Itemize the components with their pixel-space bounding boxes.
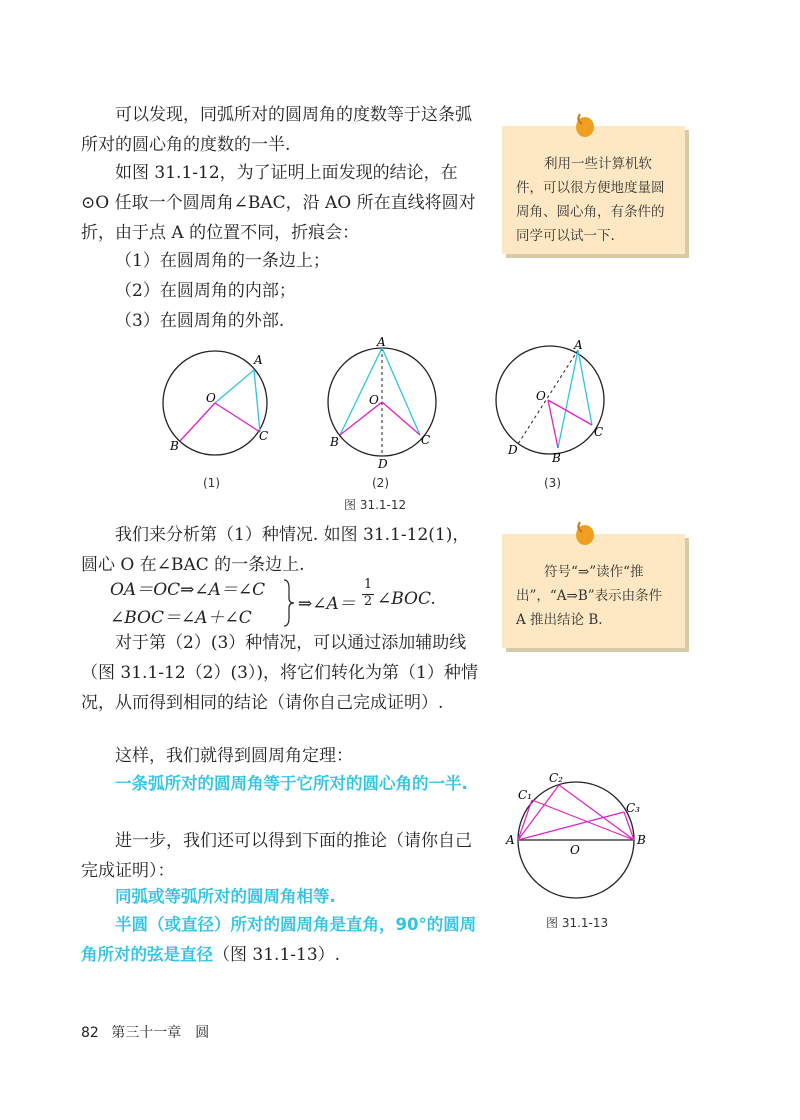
theorem-text: 一条弧所对的圆周角等于它所对的圆心角的一半. bbox=[115, 774, 468, 793]
math-result-post: ∠BOC. bbox=[377, 589, 436, 609]
corollary-2-tail: （图 31.1-13）. bbox=[213, 945, 341, 965]
label-o: O bbox=[536, 389, 546, 403]
subcaption-3: (3) bbox=[544, 476, 561, 490]
label-c: C bbox=[259, 429, 269, 443]
label-o: O bbox=[206, 391, 216, 405]
para-discovery: 可以发现，同弧所对的圆周角的度数等于这条弧所对的圆心角的度数的一半. bbox=[81, 105, 472, 155]
math-line-1: OA＝OC⇒∠A＝∠C bbox=[110, 580, 266, 600]
note-text: 利用一些计算机软件，可以很方便地度量圆周角、圆心角，有条件的同学可以试一下. bbox=[516, 156, 665, 244]
label-c1: C₁ bbox=[518, 788, 532, 802]
label-a: A bbox=[377, 336, 386, 349]
para-proof-intro: 如图 31.1-12，为了证明上面发现的结论，在⊙O 任取一个圆周角∠BAC，沿 AO 所在直线将圆对折，由于点 A 的位置不同，折痕会： bbox=[81, 163, 476, 243]
label-a: A bbox=[506, 833, 515, 847]
label-o: O bbox=[570, 843, 580, 857]
label-c: C bbox=[421, 433, 431, 447]
para-theorem-intro: 这样，我们就得到圆周角定理： bbox=[115, 746, 353, 766]
case-3: （3）在圆周角的外部. bbox=[115, 311, 285, 331]
brace-icon bbox=[282, 578, 296, 628]
margin-note-software bbox=[502, 126, 685, 254]
page-number: 82 bbox=[81, 1025, 99, 1041]
math-line-2: ∠BOC＝∠A＋∠C bbox=[110, 608, 252, 628]
label-b: B bbox=[330, 435, 339, 449]
math-fraction bbox=[362, 578, 374, 609]
label-o: O bbox=[369, 393, 379, 407]
margin-note-symbol bbox=[502, 534, 685, 648]
chapter-title: 第三十一章 圆 bbox=[111, 1025, 210, 1041]
figure-12-3 bbox=[488, 336, 618, 470]
corollary-2-highlight: 半圆（或直径）所对的圆周角是直角，90°的圆周角所对的弦是直径 bbox=[81, 915, 477, 964]
corollary-1: 同弧或等弧所对的圆周角相等. bbox=[115, 887, 336, 906]
corollary-2 bbox=[81, 910, 481, 970]
para-case1-analysis: 我们来分析第（1）种情况. 如图 31.1-12(1)，圆心 O 在∠BAC 的一条边上. bbox=[81, 525, 470, 575]
pin-icon bbox=[574, 520, 596, 546]
label-b: B bbox=[637, 833, 646, 847]
math-result-pre: ⇒∠A＝ bbox=[298, 594, 356, 614]
subcaption-1: (1) bbox=[203, 476, 220, 490]
figure-12-2 bbox=[322, 336, 442, 474]
label-c: C bbox=[594, 425, 604, 439]
label-b: B bbox=[552, 451, 561, 465]
label-a: A bbox=[574, 338, 583, 352]
para-other-cases: 对于第（2）(3）种情况，可以通过添加辅助线（图 31.1-12（2）(3）)，将它们转化为第（1）种情况，从而得到相同的结论（请你自己完成证明）. bbox=[81, 633, 478, 713]
subcaption-2: (2) bbox=[372, 476, 389, 490]
figure-12-caption: 图 31.1-12 bbox=[344, 498, 407, 512]
label-c3: C₃ bbox=[626, 801, 640, 815]
label-d: D bbox=[508, 443, 518, 457]
fraction-numerator: 1 bbox=[363, 577, 373, 592]
case-2: （2）在圆周角的内部； bbox=[115, 281, 296, 301]
figure-13-caption: 图 31.1-13 bbox=[546, 916, 609, 930]
label-c2: C₂ bbox=[549, 771, 563, 785]
note-text: 符号“⇒”读作“推出”，“A⇒B”表示由条件 A 推出结论 B. bbox=[516, 564, 663, 628]
page-footer bbox=[81, 1022, 209, 1042]
label-a: A bbox=[254, 353, 263, 367]
para-corollary-intro: 进一步，我们还可以得到下面的推论（请你自己完成证明）： bbox=[81, 831, 472, 881]
figure-13 bbox=[502, 768, 652, 918]
pin-icon bbox=[574, 112, 596, 138]
fraction-denominator: 2 bbox=[363, 594, 373, 609]
label-d: D bbox=[378, 457, 388, 471]
figure-12-1 bbox=[158, 348, 278, 468]
label-b: B bbox=[170, 439, 179, 453]
case-1: （1）在圆周角的一条边上； bbox=[115, 251, 330, 271]
